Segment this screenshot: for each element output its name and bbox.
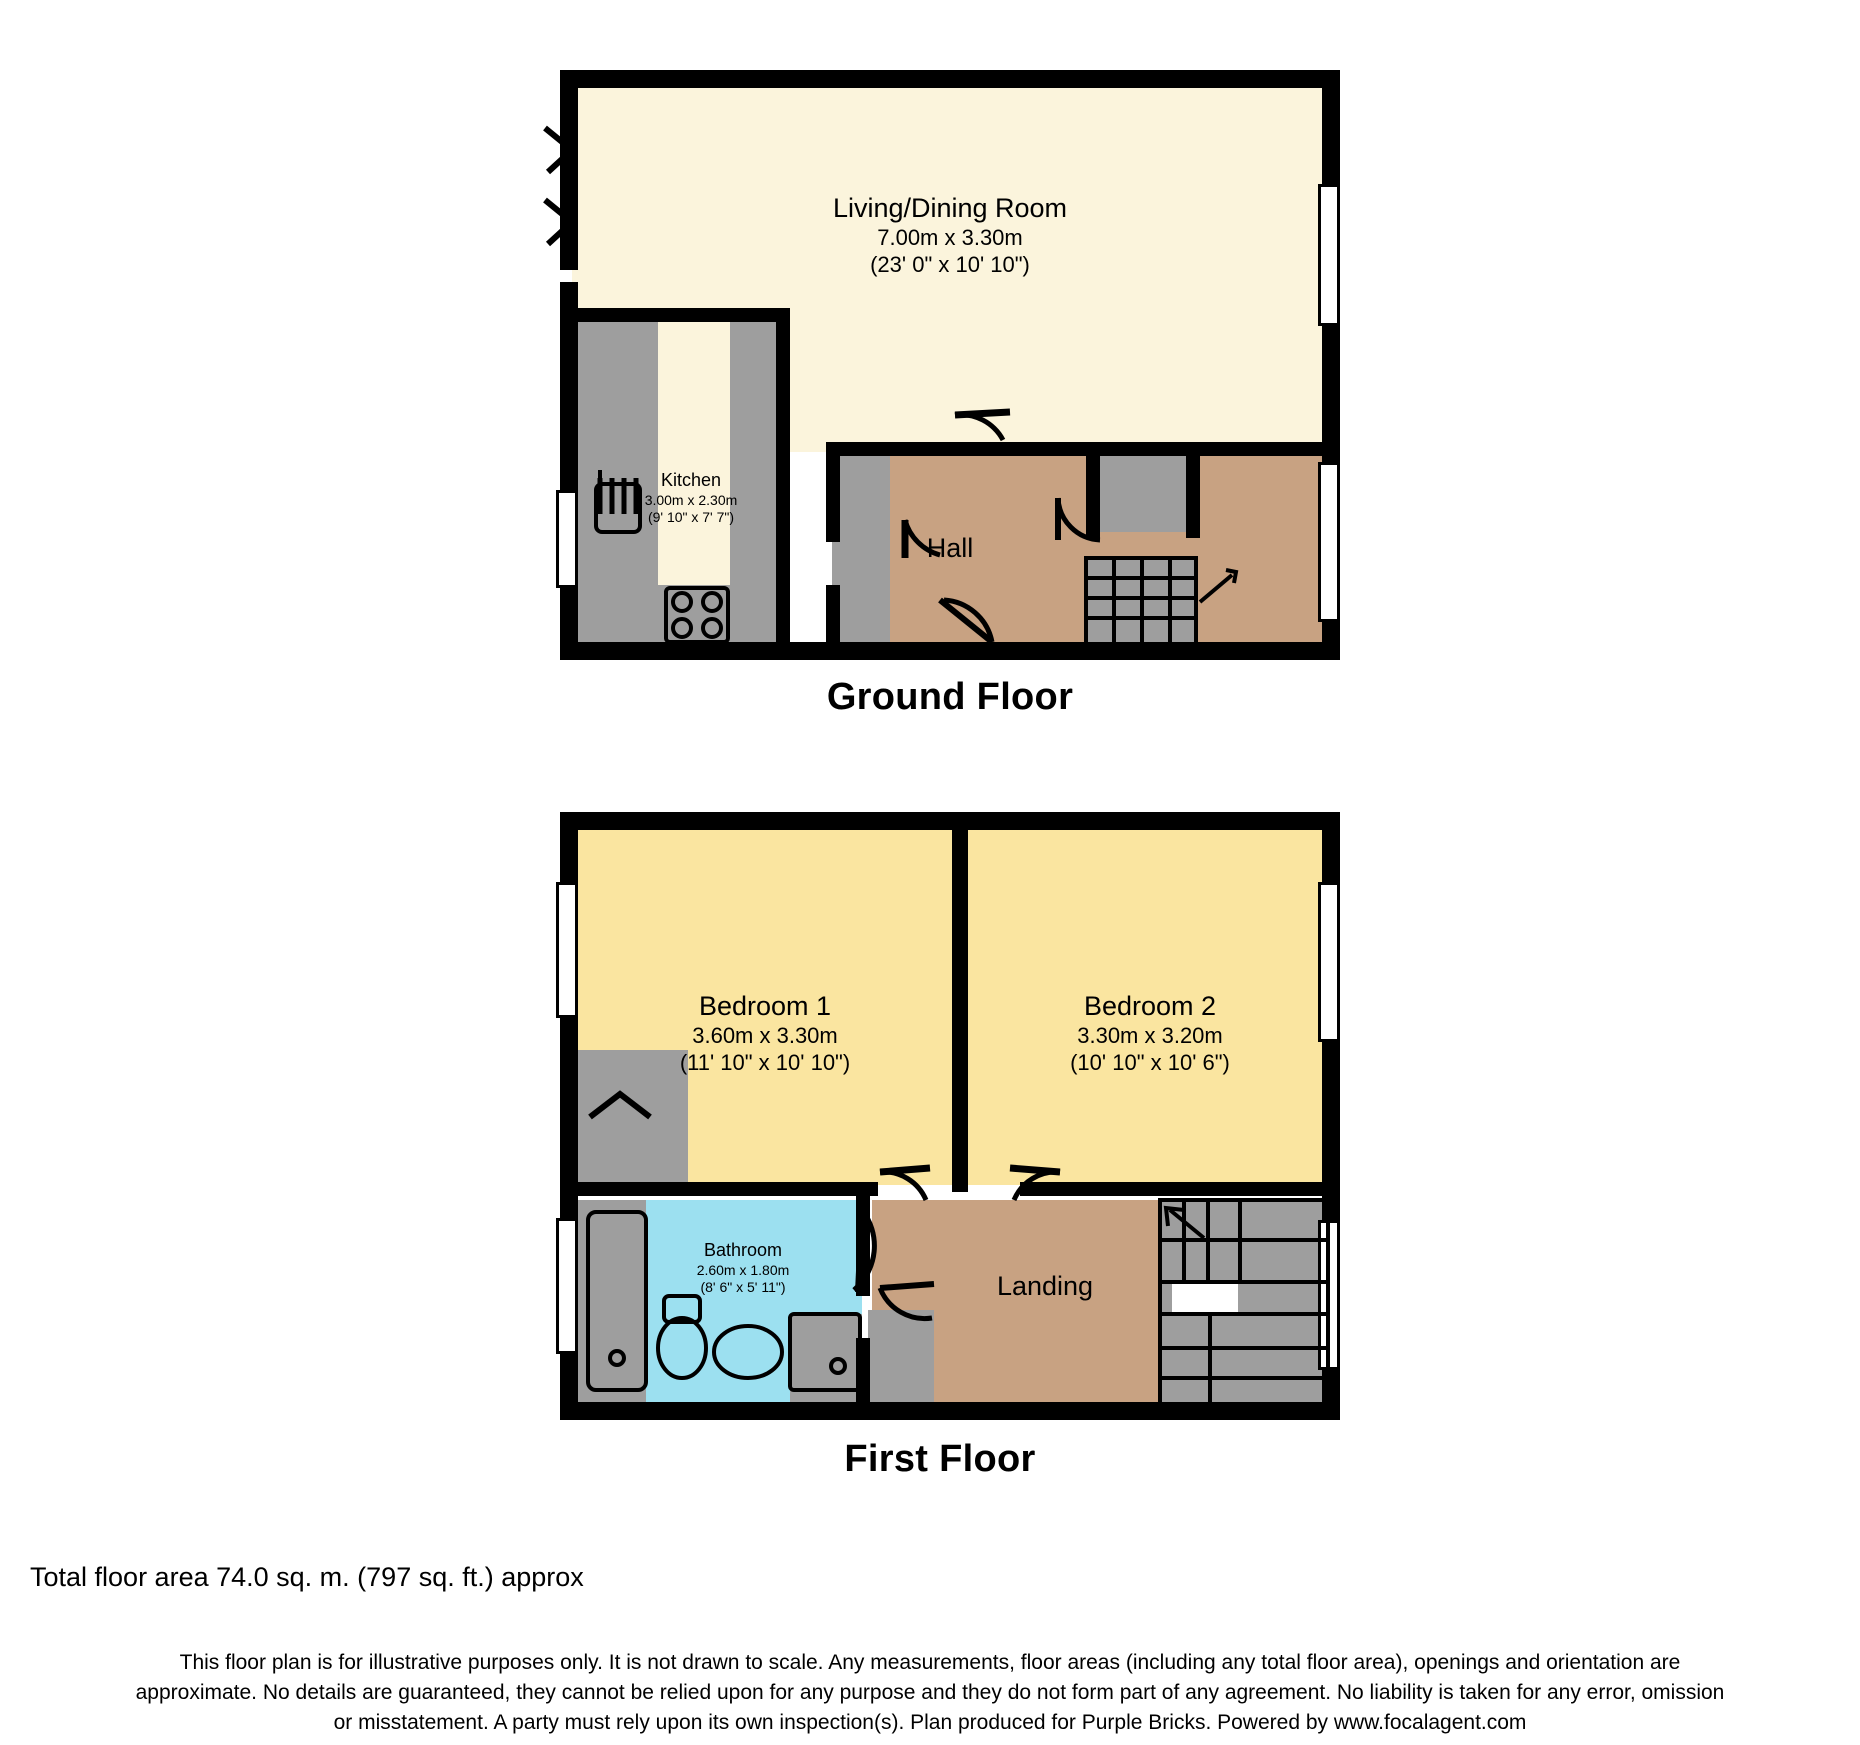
ground-floor-plan xyxy=(0,0,1860,718)
ff-wall-between-bedrooms xyxy=(952,812,968,1192)
bedroom-2-dim-imperial: (10' 10" x 10' 6") xyxy=(1070,1049,1230,1075)
living-dining-name: Living/Dining Room xyxy=(832,193,1068,223)
hall-name: Hall xyxy=(926,533,974,563)
ff-window-bathroom xyxy=(556,1218,578,1354)
disclaimer-line-1: This floor plan is for illustrative purposes only. It is not drawn to scale. Any measurements, floor areas (including any total floor area), openings and orientation are xyxy=(179,1651,1681,1674)
gf-wall-cupboard-right xyxy=(1186,442,1200,538)
gf-wall-cupboard-edge xyxy=(1086,442,1100,538)
label-bathroom xyxy=(648,1240,838,1296)
kitchen-units-bottom xyxy=(658,585,782,648)
bathroom-fittings-strip xyxy=(578,1200,646,1410)
ground-floor-title: Ground Floor xyxy=(826,676,1074,718)
ground-stairs-block xyxy=(1086,558,1196,648)
ff-window-landing xyxy=(1318,1220,1340,1370)
living-dining-dim-imperial: (23' 0" x 10' 10") xyxy=(870,251,1030,277)
gf-wall-left-lower xyxy=(560,282,578,660)
gf-wall-hall-left xyxy=(826,442,840,542)
gf-window-hall-right xyxy=(1318,462,1340,622)
ff-wall-bedroom1-bottom xyxy=(578,1182,878,1196)
living-dining-dim-metric: 7.00m x 3.30m xyxy=(877,224,1023,250)
gf-wall-top xyxy=(560,70,1340,88)
first-floor-title: First Floor xyxy=(844,1438,1036,1480)
first-floor-plan xyxy=(0,790,1860,1510)
kitchen-dim-metric: 3.00m x 2.30m xyxy=(644,491,738,508)
bedroom-2-dim-metric: 3.30m x 3.20m xyxy=(1077,1022,1223,1048)
label-bedroom-1 xyxy=(625,990,905,1077)
hall-cupboard-under-stairs xyxy=(1098,452,1198,532)
gf-window-living-right-top xyxy=(1318,184,1340,326)
label-hall xyxy=(880,532,1020,565)
ff-wall-bottom xyxy=(560,1402,1340,1420)
ff-window-bedroom2 xyxy=(1318,882,1340,1042)
label-landing xyxy=(960,1270,1130,1303)
bedroom-2-name: Bedroom 2 xyxy=(1083,991,1217,1021)
ff-window-bedroom1 xyxy=(556,882,578,1018)
ff-wall-bathroom-right-lower xyxy=(856,1338,870,1410)
gf-wall-hall-left-lower xyxy=(826,585,840,655)
label-living-dining xyxy=(800,192,1100,279)
landing-cupboard xyxy=(868,1310,934,1410)
gf-wall-left-upper xyxy=(560,70,578,270)
gf-wall-bottom xyxy=(560,642,1340,660)
kitchen-dim-imperial: (9' 10" x 7' 7") xyxy=(647,509,735,526)
ff-wall-top xyxy=(560,812,1340,830)
ff-wall-bathroom-right xyxy=(856,1196,870,1296)
landing-name: Landing xyxy=(996,1271,1094,1301)
bedroom-1-dim-metric: 3.60m x 3.30m xyxy=(692,1022,838,1048)
stairs-landing-step xyxy=(1172,1282,1238,1314)
label-kitchen xyxy=(601,470,781,526)
gf-wall-hall-top xyxy=(830,442,1340,456)
bedroom-1-name: Bedroom 1 xyxy=(698,991,832,1021)
disclaimer-line-2: approximate. No details are guaranteed, they cannot be relied upon for any purpose and they do not form part of any agreement. No liability is taken for any error, omission xyxy=(135,1680,1725,1704)
kitchen-name: Kitchen xyxy=(660,470,722,490)
ff-wall-bedroom2-bottom xyxy=(1020,1182,1340,1196)
disclaimer-line-3: or misstatement. A party must rely upon its own inspection(s). Plan produced for Purple Bricks. Powered by www.focalagent.com xyxy=(333,1710,1527,1734)
gf-wall-kitchen-top xyxy=(578,308,790,322)
label-bedroom-2 xyxy=(1010,990,1290,1077)
disclaimer-block xyxy=(30,1648,1830,1737)
bedroom-1-dim-imperial: (11' 10" x 10' 10") xyxy=(679,1049,851,1075)
gf-window-kitchen-left xyxy=(556,490,578,588)
total-floor-area: Total floor area 74.0 sq. m. (797 sq. ft.) approx xyxy=(30,1562,584,1592)
bathroom-name: Bathroom xyxy=(703,1240,783,1260)
bathroom-dim-imperial: (8' 6" x 5' 11") xyxy=(700,1279,786,1296)
bathroom-shower-tray xyxy=(790,1314,862,1410)
bathroom-dim-metric: 2.60m x 1.80m xyxy=(696,1261,790,1278)
